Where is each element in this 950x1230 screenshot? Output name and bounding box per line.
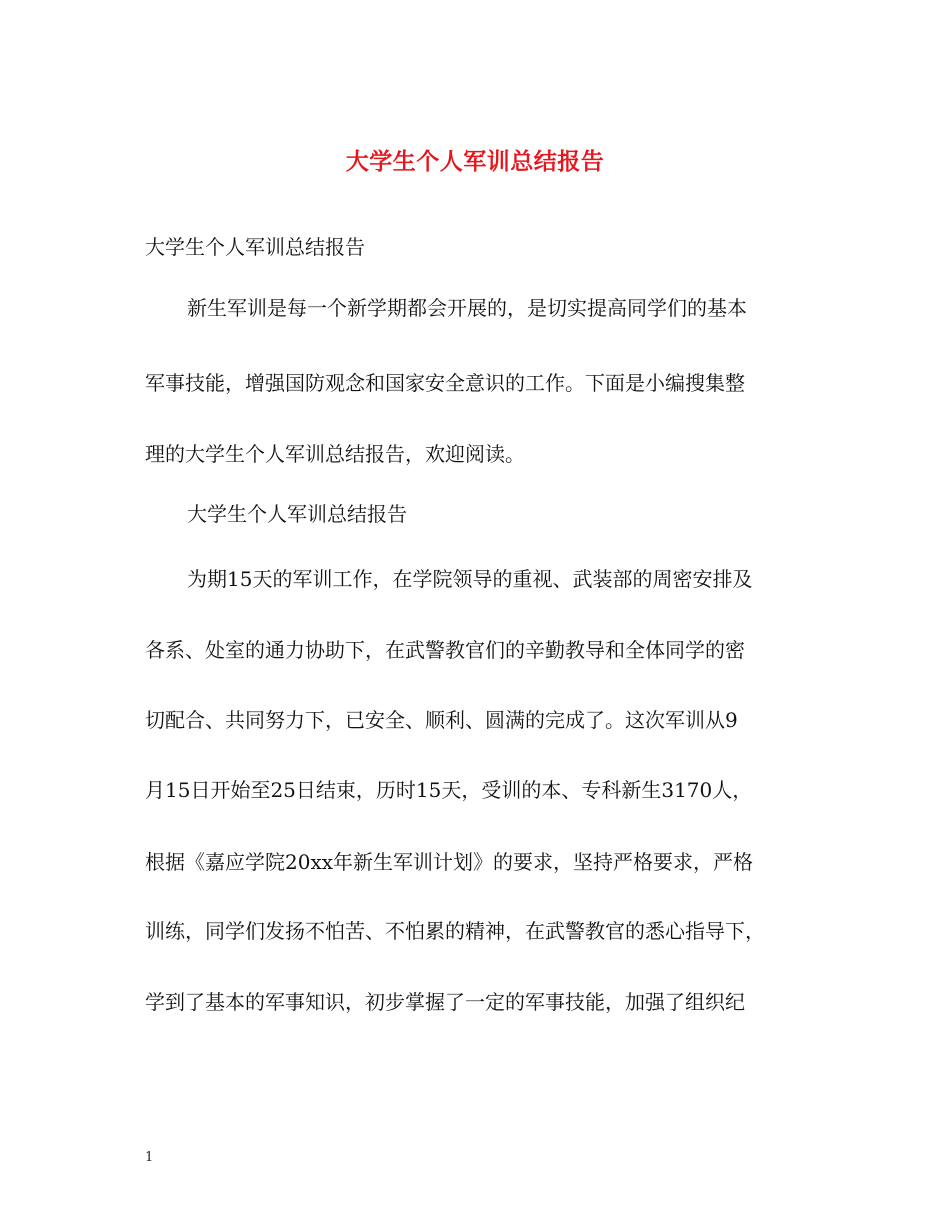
page-number: 1 <box>145 1150 154 1165</box>
paragraph-line: 新生军训是每一个新学期都会开展的，是切实提高同学们的基本 <box>187 296 747 320</box>
document-title: 大学生个人军训总结报告 <box>345 148 605 175</box>
paragraph-line: 切配合、共同努力下，已安全、顺利、圆满的完成了。这次军训从9 <box>145 708 738 732</box>
paragraph-line: 根据《嘉应学院20xx年新生军训计划》的要求，坚持严格要求，严格 <box>145 850 754 874</box>
paragraph-line: 为期15天的军训工作，在学院领导的重视、武装部的周密安排及 <box>187 567 753 591</box>
subtitle-line: 大学生个人军训总结报告 <box>145 235 365 259</box>
paragraph-line: 学到了基本的军事知识，初步掌握了一定的军事技能，加强了组织纪 <box>145 990 745 1014</box>
paragraph-line: 军事技能，增强国防观念和国家安全意识的工作。下面是小编搜集整 <box>145 371 745 395</box>
section-heading-line: 大学生个人军训总结报告 <box>187 502 407 526</box>
paragraph-line: 各系、处室的通力协助下，在武警教官们的辛勤教导和全体同学的密 <box>145 638 745 662</box>
paragraph-line: 理的大学生个人军训总结报告，欢迎阅读。 <box>145 442 525 466</box>
paragraph-line: 训练，同学们发扬不怕苦、不怕累的精神，在武警教官的悉心指导下， <box>145 919 765 943</box>
paragraph-line: 月15日开始至25日结束，历时15天，受训的本、专科新生3170人， <box>145 778 753 802</box>
